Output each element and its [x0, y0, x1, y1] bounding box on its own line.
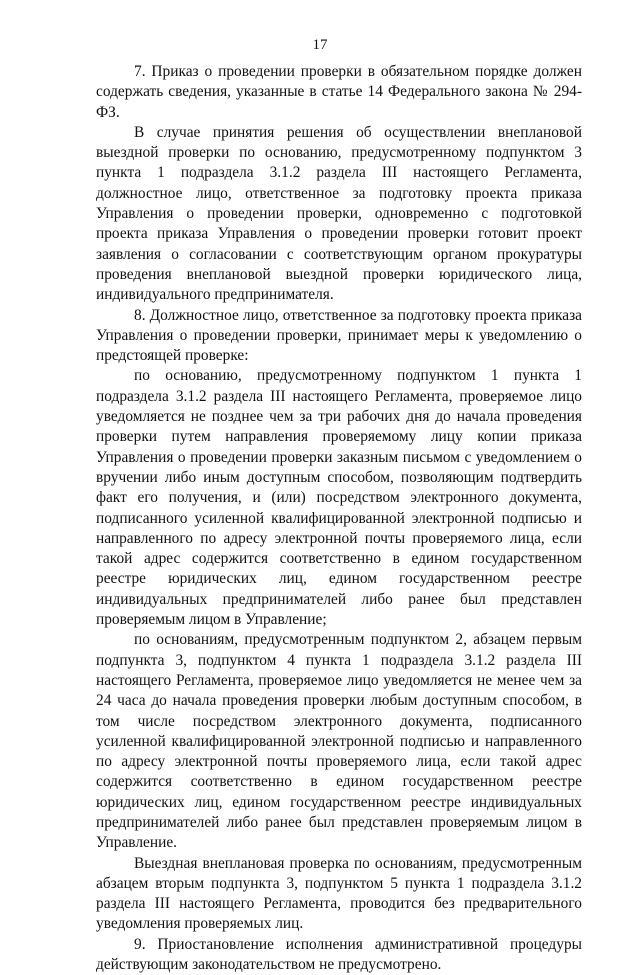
paragraph-item-7: 7. Приказ о проведении проверки в обязательном порядке должен содержать сведения, указанные в статье 14 Федерального закона № 294-ФЗ. — [96, 63, 582, 121]
paragraph-item-9: 9. Приостановление исполнения административной процедуры действующим законодательством не предусмотрено. — [96, 935, 582, 974]
paragraph-no-prior-notice: Выездная внеплановая проверка по основаниям, предусмотренным абзацем вторым подпункта 3, подпунктом 5 пункта 1 подраздела 3.1.2 раздела III настоящего Регламента, проводится без предварительного уведомления проверяемых лиц. — [96, 854, 582, 933]
paragraph-unscheduled-inspection: В случае принятия решения об осуществлении внеплановой выездной проверки по основанию, предусмотренному подпунктом 3 пункта 1 подраздела 3.1.2 раздела III настоящего Регламента, должностное лицо, ответственное за подготовку проекта приказа Управления о проведении проверки, одновременно с подготовкой проекта приказа Управления о проведении проверки готовит проект заявления о согласовании с соответствующим органом прокуратуры проведения внеплановой выездной проверки юридического лица, индивидуального предпринимателя. — [96, 123, 582, 304]
paragraph-notice-three-days: по основанию, предусмотренному подпунктом 1 пункта 1 подраздела 3.1.2 раздела III настоящего Регламента, проверяемое лицо уведомляется не позднее чем за три рабочих дня до начала проведения проверки путем направления проверяемому лицу копии приказа Управления о проведении проверки заказным письмом с уведомлением о вручении либо иным доступным способом, позволяющим подтвердить факт его получения, и (или) посредством электронного документа, подписанного усиленной квалифицированной электронной подписью и направленного по адресу электронной почты проверяемого лица, если такой адрес содержится соответственно в едином государственном реестре юридических лиц, едином государственном реестре индивидуальных предпринимателей либо ранее был представлен проверяемым лицом в Управление; — [96, 367, 582, 629]
document-body — [96, 62, 582, 975]
page-number: 17 — [312, 37, 328, 53]
paragraph-item-8: 8. Должностное лицо, ответственное за подготовку проекта приказа Управления о проведении проверки, принимает меры к уведомлению о предстоящей проверке: — [96, 306, 582, 365]
paragraph-notice-24-hours: по основаниям, предусмотренным подпунктом 2, абзацем первым подпункта 3, подпунктом 4 пункта 1 подраздела 3.1.2 раздела III настоящего Регламента, проверяемое лицо уведомляется не менее чем за 24 часа до начала проведения проверки любым доступным способом, в том числе посредством электронного документа, подписанного усиленной квалифицированной электронной подписью и направленного по адресу электронной почты проверяемого лица, если такой адрес содержится соответственно в едином государственном реестре юридических лиц, едином государственном реестре индивидуальных предпринимателей либо ранее был представлен проверяемым лицом в Управление. — [96, 631, 582, 852]
